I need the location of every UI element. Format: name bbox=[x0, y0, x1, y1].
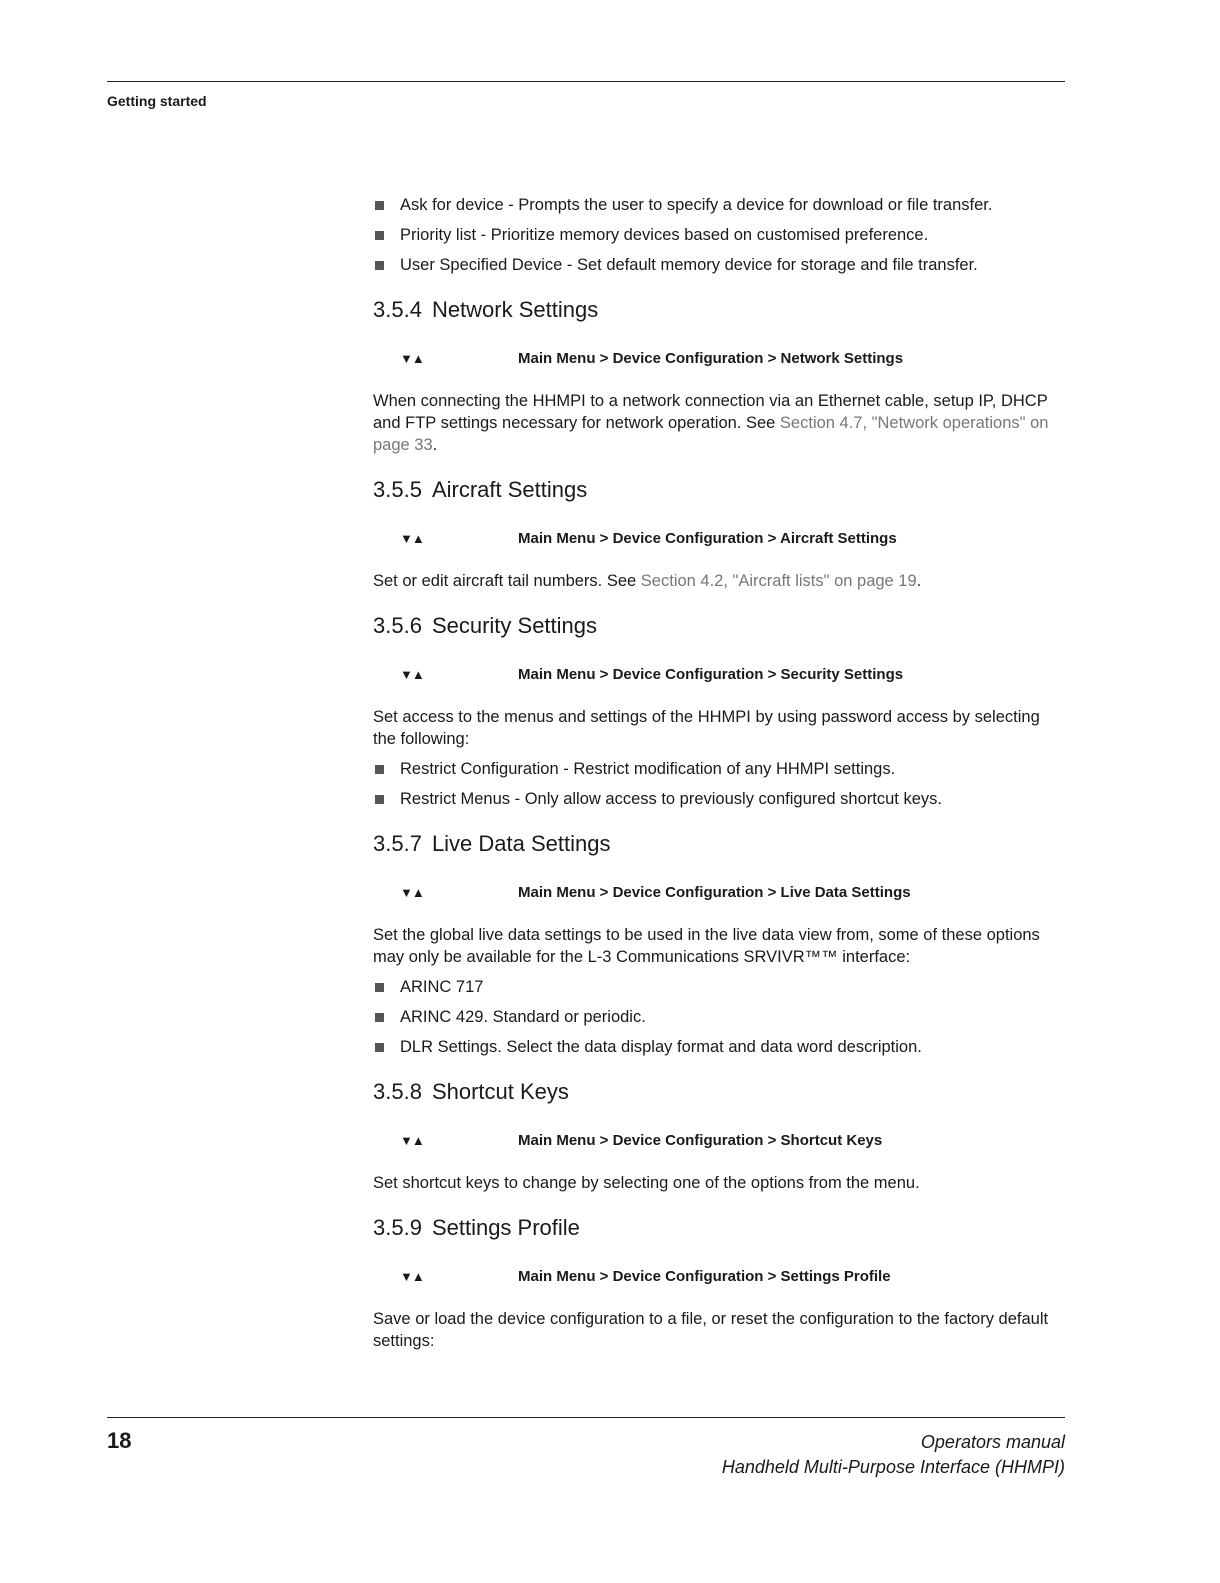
menu-path: ▼▲ Main Menu > Device Configuration > Shortcut Keys bbox=[400, 1132, 883, 1149]
section-heading-network: 3.5.4 Network Settings bbox=[373, 297, 599, 322]
section-text: Set access to the menus and settings of the HHMPI by using password access by selecting the following: bbox=[373, 708, 1040, 748]
cross-reference-link[interactable]: Section 4.7, "Network operations" on page 33 bbox=[373, 414, 1049, 454]
list-item: DLR Settings. Select the data display format and data word description. bbox=[373, 1036, 1065, 1058]
bullet-square-icon bbox=[375, 201, 384, 210]
bullet-square-icon bbox=[375, 765, 384, 774]
running-header: Getting started bbox=[107, 93, 207, 109]
section-heading-live-data: 3.5.7 Live Data Settings bbox=[373, 831, 611, 856]
list-item: Priority list - Prioritize memory devices based on customised preference. bbox=[373, 224, 1065, 246]
up-down-arrows-icon: ▼▲ bbox=[400, 531, 424, 546]
footer-rule bbox=[107, 1417, 1065, 1418]
up-down-arrows-icon: ▼▲ bbox=[400, 1133, 424, 1148]
up-down-arrows-icon: ▼▲ bbox=[400, 351, 424, 366]
bullet-square-icon bbox=[375, 983, 384, 992]
manual-title: Operators manual bbox=[920, 1432, 1065, 1452]
section-heading-profile: 3.5.9 Settings Profile bbox=[373, 1215, 580, 1240]
product-name: Handheld Multi-Purpose Interface (HHMPI) bbox=[721, 1457, 1065, 1477]
bullet-square-icon bbox=[375, 261, 384, 270]
bullet-square-icon bbox=[375, 795, 384, 804]
menu-path: ▼▲ Main Menu > Device Configuration > Live Data Settings bbox=[400, 884, 911, 901]
header-rule bbox=[107, 81, 1065, 82]
bullet-square-icon bbox=[375, 1013, 384, 1022]
section-text: Save or load the device configuration to a file, or reset the configuration to the factory default settings: bbox=[373, 1310, 1049, 1350]
section-heading-shortcut: 3.5.8 Shortcut Keys bbox=[373, 1079, 569, 1104]
menu-path: ▼▲ Main Menu > Device Configuration > Security Settings bbox=[400, 666, 904, 683]
section-text: Set or edit aircraft tail numbers. See Section 4.2, "Aircraft lists" on page 19. bbox=[373, 572, 922, 590]
up-down-arrows-icon: ▼▲ bbox=[400, 667, 424, 682]
bullet-square-icon bbox=[375, 1043, 384, 1052]
list-item: User Specified Device - Set default memory device for storage and file transfer. bbox=[373, 254, 1065, 276]
menu-path: ▼▲ Main Menu > Device Configuration > Network Settings bbox=[400, 350, 904, 367]
section-text: Set the global live data settings to be used in the live data view from, some of these options may only be available for the L-3 Communications SRVIVR™™ interface: bbox=[373, 926, 1040, 966]
section-text: Set shortcut keys to change by selecting one of the options from the menu. bbox=[373, 1174, 920, 1192]
list-item: Ask for device - Prompts the user to specify a device for download or file transfer. bbox=[373, 194, 1065, 216]
section-heading-security: 3.5.6 Security Settings bbox=[373, 613, 598, 638]
bullet-square-icon bbox=[375, 231, 384, 240]
page-number: 18 bbox=[107, 1428, 132, 1453]
section-heading-aircraft: 3.5.5 Aircraft Settings bbox=[373, 477, 588, 502]
cross-reference-link[interactable]: Section 4.2, "Aircraft lists" on page 19 bbox=[640, 572, 917, 590]
up-down-arrows-icon: ▼▲ bbox=[400, 885, 424, 900]
list-item: Restrict Configuration - Restrict modification of any HHMPI settings. bbox=[373, 758, 1065, 780]
list-item: ARINC 717 bbox=[373, 976, 1065, 998]
list-item: ARINC 429. Standard or periodic. bbox=[373, 1006, 1065, 1028]
menu-path: ▼▲ Main Menu > Device Configuration > Settings Profile bbox=[400, 1268, 891, 1285]
section-text: When connecting the HHMPI to a network connection via an Ethernet cable, setup IP, DHCP and FTP settings necessary for network operation. See Section 4.7, "Network operations" on page 33. bbox=[373, 392, 1049, 454]
up-down-arrows-icon: ▼▲ bbox=[400, 1269, 424, 1284]
list-item: Restrict Menus - Only allow access to previously configured shortcut keys. bbox=[373, 788, 1065, 810]
page-content bbox=[373, 194, 1065, 1360]
menu-path: ▼▲ Main Menu > Device Configuration > Aircraft Settings bbox=[400, 530, 897, 547]
footer-title bbox=[722, 1430, 1065, 1480]
